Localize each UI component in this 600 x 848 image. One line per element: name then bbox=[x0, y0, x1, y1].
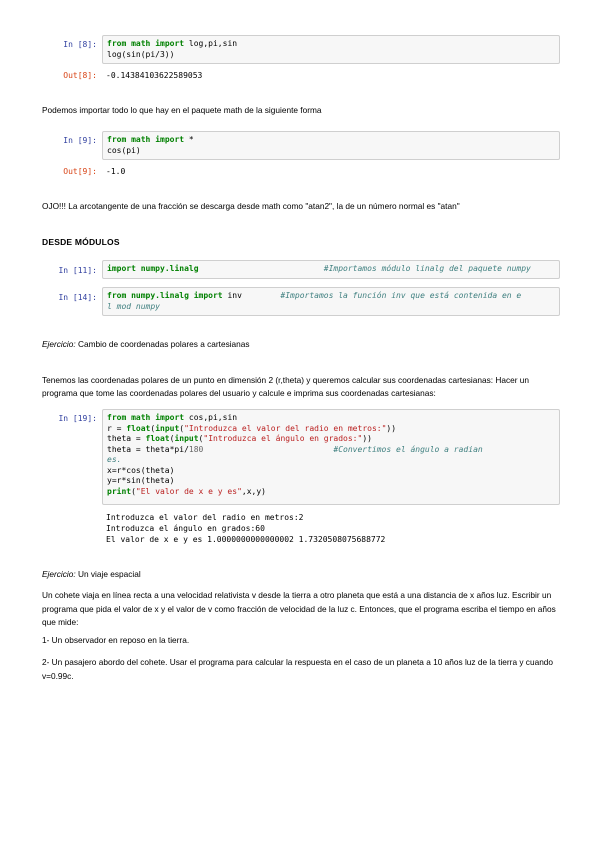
code-text: ( bbox=[150, 423, 156, 433]
cell-9-output: -1.0 bbox=[106, 167, 126, 176]
code-comment: es. bbox=[107, 455, 122, 464]
cell-8-output: -0.14384103622589053 bbox=[106, 71, 203, 80]
cell-19-output bbox=[106, 512, 385, 545]
output-line: Introduzca el valor del radio en metros:2 bbox=[106, 513, 304, 522]
kw: from bbox=[107, 135, 127, 144]
kw: import bbox=[107, 264, 136, 273]
module: math bbox=[131, 39, 151, 48]
paragraph: OJO!!! La arcotangente de una fracción se descarga desde math como "atan2", la de un número normal es "atan" bbox=[42, 201, 460, 211]
paragraph: Un cohete viaja en línea recta a una velocidad relativista v desde la tierra a otro planeta que está a una distancia de x años luz. Escribir un programa que pida el valor de x y el valor de v como fracción de velocidad de la luz c. Entonces, que el programa escriba el tiempo en años que mide: bbox=[42, 590, 556, 627]
cell-19-in-prompt: In [19]: bbox=[58, 414, 97, 423]
kw: from bbox=[107, 413, 127, 422]
exercise-text: Cambio de coordenadas polares a cartesianas bbox=[75, 339, 250, 349]
string: "Introduzca el ángulo en grados:" bbox=[203, 434, 363, 443]
code-text: log,pi,sin bbox=[184, 39, 238, 48]
paragraph: 1- Un observador en reposo en la tierra. bbox=[42, 635, 190, 645]
builtin: float bbox=[126, 423, 151, 433]
cell-11-in-prompt: In [11]: bbox=[58, 266, 97, 275]
code-text: theta = bbox=[107, 434, 146, 443]
module: math bbox=[131, 135, 151, 144]
builtin: float bbox=[145, 434, 170, 443]
module: numpy.linalg bbox=[131, 291, 189, 300]
code-cell-11[interactable] bbox=[102, 260, 560, 279]
code-line: y=r*sin(theta) bbox=[107, 476, 175, 485]
exercise-text: Un viaje espacial bbox=[75, 569, 141, 579]
builtin: input bbox=[174, 434, 199, 443]
code-text: r = bbox=[107, 423, 127, 433]
code-text: ( bbox=[169, 434, 175, 443]
code-text: cos,pi,sin bbox=[184, 413, 238, 422]
paragraph: Podemos importar todo lo que hay en el paquete math de la siguiente forma bbox=[42, 105, 322, 115]
cell-8-in-prompt: In [8]: bbox=[63, 40, 97, 49]
kw: from bbox=[107, 39, 127, 48]
code-cell-14[interactable] bbox=[102, 287, 560, 316]
code-text: )) bbox=[386, 423, 397, 433]
code-text: theta = theta*pi/ bbox=[107, 444, 189, 454]
cell-9-in-prompt: In [9]: bbox=[63, 136, 97, 145]
code-cell-8[interactable] bbox=[102, 35, 560, 64]
kw: import bbox=[155, 135, 185, 144]
paragraph: Tenemos las coordenadas polares de un punto en dimensión 2 (r,theta) y queremos calcular sus coordenadas cartesianas: Hacer un programa que tome las coordenadas polares del usuario y calcule e imprima sus coordenadas cartesianas: bbox=[42, 375, 530, 398]
kw: import bbox=[155, 39, 185, 48]
builtin: input bbox=[155, 423, 180, 433]
number: 180 bbox=[188, 444, 204, 454]
code-line: cos(pi) bbox=[107, 145, 141, 155]
string: "Introduzca el valor del radio en metros:" bbox=[184, 423, 387, 433]
code-text: ( bbox=[179, 423, 185, 433]
section-heading: DESDE MÓDULOS bbox=[42, 237, 120, 247]
code-text: * bbox=[184, 135, 194, 144]
code-text: )) bbox=[362, 434, 372, 443]
module: math bbox=[131, 413, 151, 422]
builtin: print bbox=[107, 486, 132, 496]
code-comment: #Importamos módulo linalg del paquete numpy bbox=[323, 264, 531, 273]
code-text: inv bbox=[222, 291, 242, 300]
cell-9-out-prompt: Out[9]: bbox=[63, 167, 97, 176]
module: numpy.linalg bbox=[140, 264, 199, 273]
exercise-title bbox=[42, 338, 562, 351]
code-text: ( bbox=[131, 486, 136, 496]
exercise-title bbox=[42, 568, 562, 581]
kw: import bbox=[193, 291, 223, 300]
kw: import bbox=[155, 413, 185, 422]
code-line: log(sin(pi/3)) bbox=[107, 49, 175, 59]
output-line: El valor de x e y es 1.0000000000000002 1.7320508075688772 bbox=[106, 535, 386, 544]
cell-8-out-prompt: Out[8]: bbox=[63, 71, 97, 80]
string: "El valor de x e y es" bbox=[135, 486, 242, 496]
code-line: x=r*cos(theta) bbox=[107, 465, 175, 475]
output-line: Introduzca el ángulo en grados:60 bbox=[106, 524, 265, 533]
code-cell-9[interactable] bbox=[102, 131, 560, 160]
exercise-label: Ejercicio: bbox=[42, 339, 76, 349]
code-text: ( bbox=[198, 434, 204, 443]
code-comment: #Convertimos el ángulo a radian bbox=[333, 444, 483, 454]
code-comment: l mod numpy bbox=[107, 301, 160, 311]
code-cell-19[interactable] bbox=[102, 409, 560, 505]
code-comment: #Importamos la función inv que está contenida en e bbox=[280, 291, 522, 300]
exercise-label: Ejercicio: bbox=[42, 569, 76, 579]
cell-14-in-prompt: In [14]: bbox=[58, 293, 97, 302]
paragraph: 2- Un pasajero abordo del cohete. Usar el programa para calcular la respuesta en el caso de un planeta a 10 años luz de la tierra y cuando v=0.99c. bbox=[42, 657, 554, 681]
kw: from bbox=[107, 291, 127, 300]
code-text: ,x,y) bbox=[241, 486, 266, 496]
